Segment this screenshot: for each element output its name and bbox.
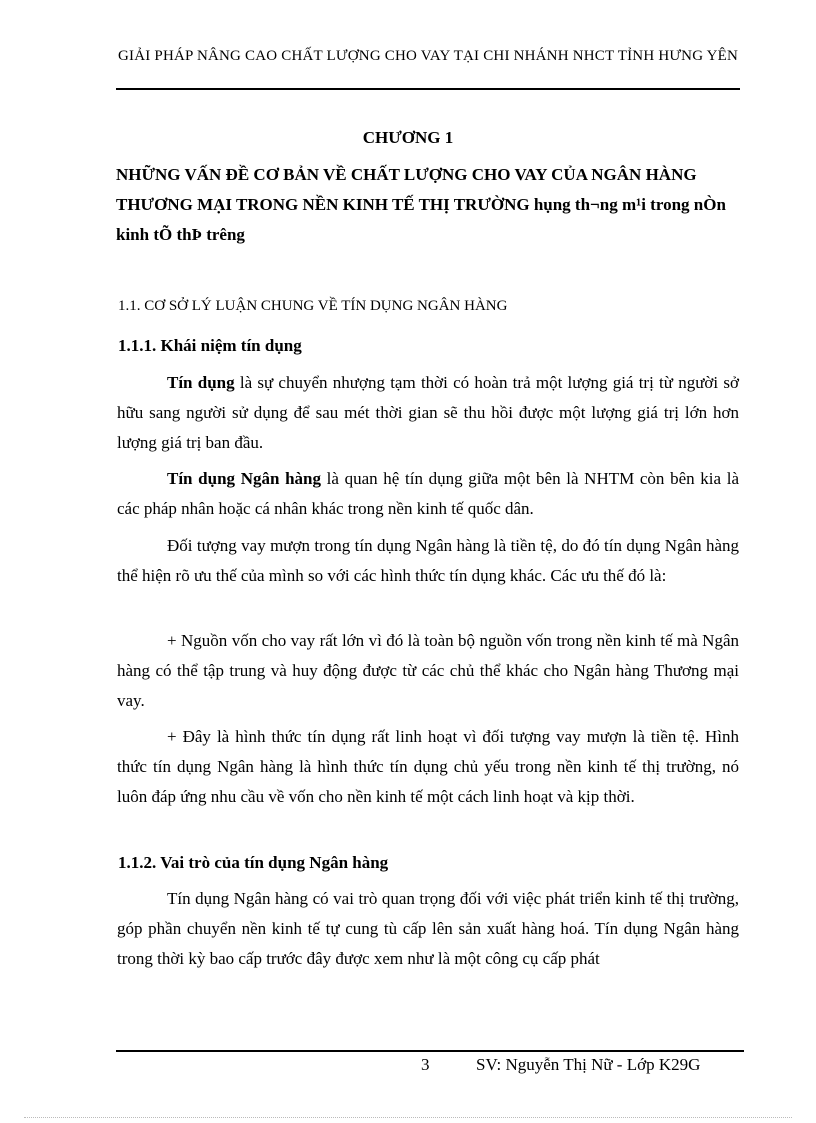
subsection-heading-1: 1.1.1. Khái niệm tín dụng <box>118 336 302 355</box>
section-heading: 1.1. CƠ SỞ LÝ LUẬN CHUNG VỀ TÍN DỤNG NGÂN HÀNG <box>118 298 508 314</box>
header-rule <box>116 88 740 90</box>
paragraph-advantage-2: + Đây là hình thức tín dụng rất linh hoạt vì đối tượng vay mượn là tiền tệ. Hình thức tín dụng Ngân hàng là hình thức tín dụng chủ yếu trong nền kinh tế thị trường, nó luôn đáp ứng nhu cầu về vốn cho nền kinh tế một cách linh hoạt và kịp thời. <box>117 727 739 806</box>
page-number: 3 <box>421 1055 430 1074</box>
subsection-heading-2: 1.1.2. Vai trò của tín dụng Ngân hàng <box>118 853 389 872</box>
paragraph-role: Tín dụng Ngân hàng có vai trò quan trọng đối với việc phát triển kinh tế thị trường, góp phần chuyển nền kinh tế tự cung tù cấp lên sản xuất hàng hoá. Tín dụng Ngân hàng trong thời kỳ bao cấp trước đây được xem như là một công cụ cấp phát <box>117 889 739 968</box>
definition-text: là quan hệ tín dụng giữa một bên là NHTM còn bên kia là các pháp nhân hoặc cá nhân khác trong nền kinh tế quốc dân. <box>117 469 739 518</box>
term-tin-dung-ngan-hang: Tín dụng Ngân hàng <box>167 469 322 488</box>
paragraph-definition-credit <box>117 368 739 458</box>
definition-text: là sự chuyển nhượng tạm thời có hoàn trả một lượng giá trị từ người sở hữu sang người sử dụng để sau mét thời gian sẽ thu hồi được một lượng giá trị lớn hơn lượng giá trị ban đầu. <box>117 373 739 452</box>
page-bottom-border <box>24 1117 792 1118</box>
term-tin-dung: Tín dụng <box>167 373 235 392</box>
running-header: GIẢI PHÁP NÂNG CAO CHẤT LƯỢNG CHO VAY TẠI CHI NHÁNH NHCT TỈNH HƯNG YÊN <box>118 48 739 64</box>
paragraph-advantages-intro: Đối tượng vay mượn trong tín dụng Ngân hàng là tiền tệ, do đó tín dụng Ngân hàng thể hiện rõ ưu thế của mình so với các hình thức tín dụng khác. Các ưu thế đó là: <box>117 536 739 585</box>
chapter-title: NHỮNG VẤN ĐỀ CƠ BẢN VỀ CHẤT LƯỢNG CHO VAY CỦA NGÂN HÀNG THƯƠNG MẠI TRONG NỀN KINH TẾ THỊ TRƯỜNG hụng th¬ng m¹i trong nÒn kinh tÕ thÞ trêng <box>116 165 726 244</box>
footer-rule <box>116 1050 744 1052</box>
paragraph-definition-bank-credit <box>117 464 739 524</box>
footer-author: SV: Nguyễn Thị Nữ - Lớp K29G <box>476 1055 701 1074</box>
paragraph-advantage-1: + Nguồn vốn cho vay rất lớn vì đó là toàn bộ nguồn vốn trong nền kinh tế mà Ngân hàng có thể tập trung và huy động được từ các chủ thể khác cho Ngân hàng Thương mại vay. <box>117 631 739 710</box>
chapter-label: CHƯƠNG 1 <box>362 128 454 147</box>
